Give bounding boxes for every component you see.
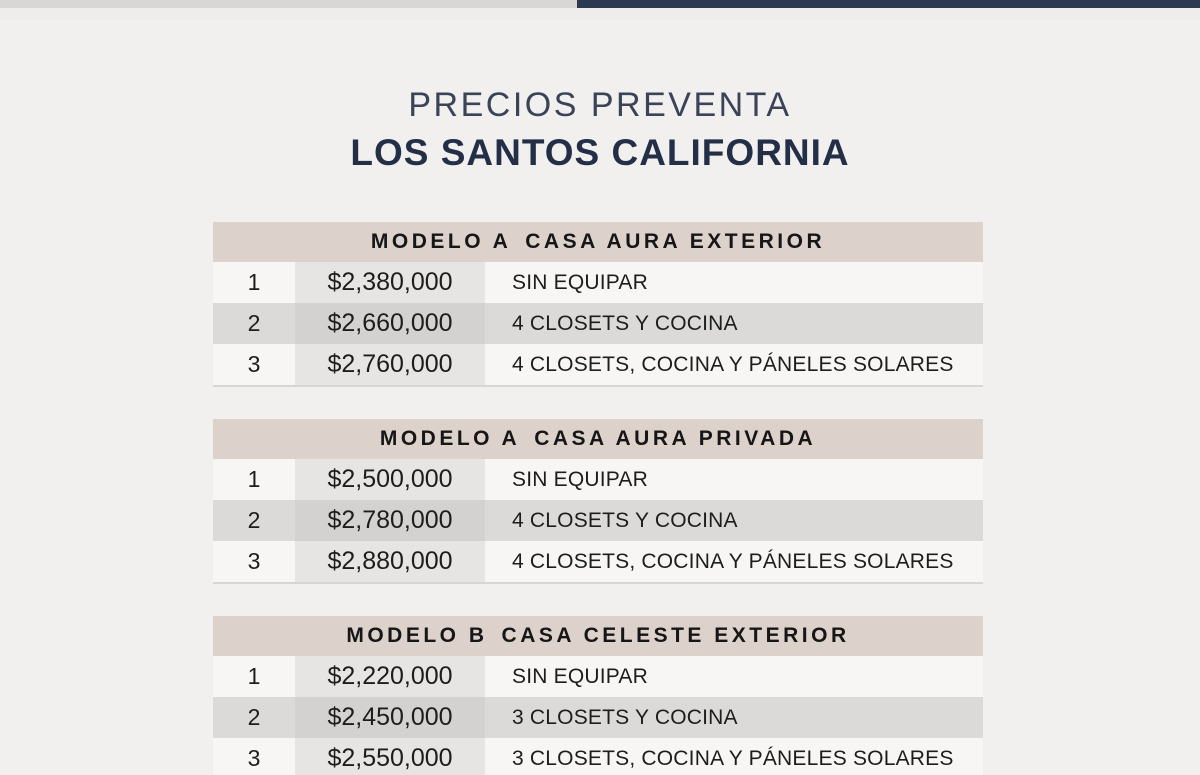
row-price: $2,380,000 [295,262,485,303]
row-price: $2,450,000 [295,697,485,738]
top-strip-gray-segment [0,0,577,8]
row-description: SIN EQUIPAR [512,664,649,688]
row-description: 3 CLOSETS, COCINA Y PÁNELES SOLARES [512,746,954,770]
row-price: $2,880,000 [295,541,485,582]
table-bottom-rule [213,582,983,584]
row-number: 1 [247,269,261,295]
row-price: $2,780,000 [295,500,485,541]
row-description: SIN EQUIPAR [512,270,649,294]
table-row [213,656,983,697]
page-subtitle: PRECIOS PREVENTA [408,86,792,124]
table-header-name: CASA AURA PRIVADA [534,427,817,450]
row-price: $2,660,000 [295,303,485,344]
row-number: 1 [247,663,261,689]
table-row [213,344,983,385]
table-row [213,738,983,775]
row-number: 3 [247,351,261,377]
row-description: 4 CLOSETS, COCINA Y PÁNELES SOLARES [512,549,954,573]
row-number: 2 [247,704,261,730]
table-header-name: CASA AURA EXTERIOR [525,230,826,253]
table-header [213,222,983,262]
row-number: 1 [247,466,261,492]
table-row [213,697,983,738]
table-row [213,262,983,303]
top-strip-shadow [0,8,1200,20]
table-header-model: MODELO B [346,624,488,647]
row-description: 4 CLOSETS, COCINA Y PÁNELES SOLARES [512,352,954,376]
document-title-block [0,86,1200,174]
price-table-modelo-a-exterior [213,222,983,387]
row-number: 2 [247,507,261,533]
price-table-modelo-a-privada [213,419,983,584]
row-number: 3 [247,745,261,771]
table-header [213,616,983,656]
row-number: 3 [247,548,261,574]
table-row [213,541,983,582]
row-price: $2,550,000 [295,738,485,775]
table-header [213,419,983,459]
row-description: 3 CLOSETS Y COCINA [512,705,738,729]
table-row [213,500,983,541]
table-header-model: MODELO A [379,427,521,450]
window-top-strip [0,0,1200,8]
table-header-model: MODELO A [370,230,512,253]
table-row [213,459,983,500]
table-row [213,303,983,344]
page-title: LOS SANTOS CALIFORNIA [350,132,850,173]
row-number: 2 [247,310,261,336]
row-description: 4 CLOSETS Y COCINA [512,311,738,335]
row-description: 4 CLOSETS Y COCINA [512,508,738,532]
table-header-name: CASA CELESTE EXTERIOR [501,624,850,647]
row-price: $2,500,000 [295,459,485,500]
table-bottom-rule [213,385,983,387]
row-description: SIN EQUIPAR [512,467,649,491]
row-price: $2,760,000 [295,344,485,385]
row-price: $2,220,000 [295,656,485,697]
top-strip-navy-segment [577,0,1200,8]
price-table-modelo-b-exterior [213,616,983,775]
